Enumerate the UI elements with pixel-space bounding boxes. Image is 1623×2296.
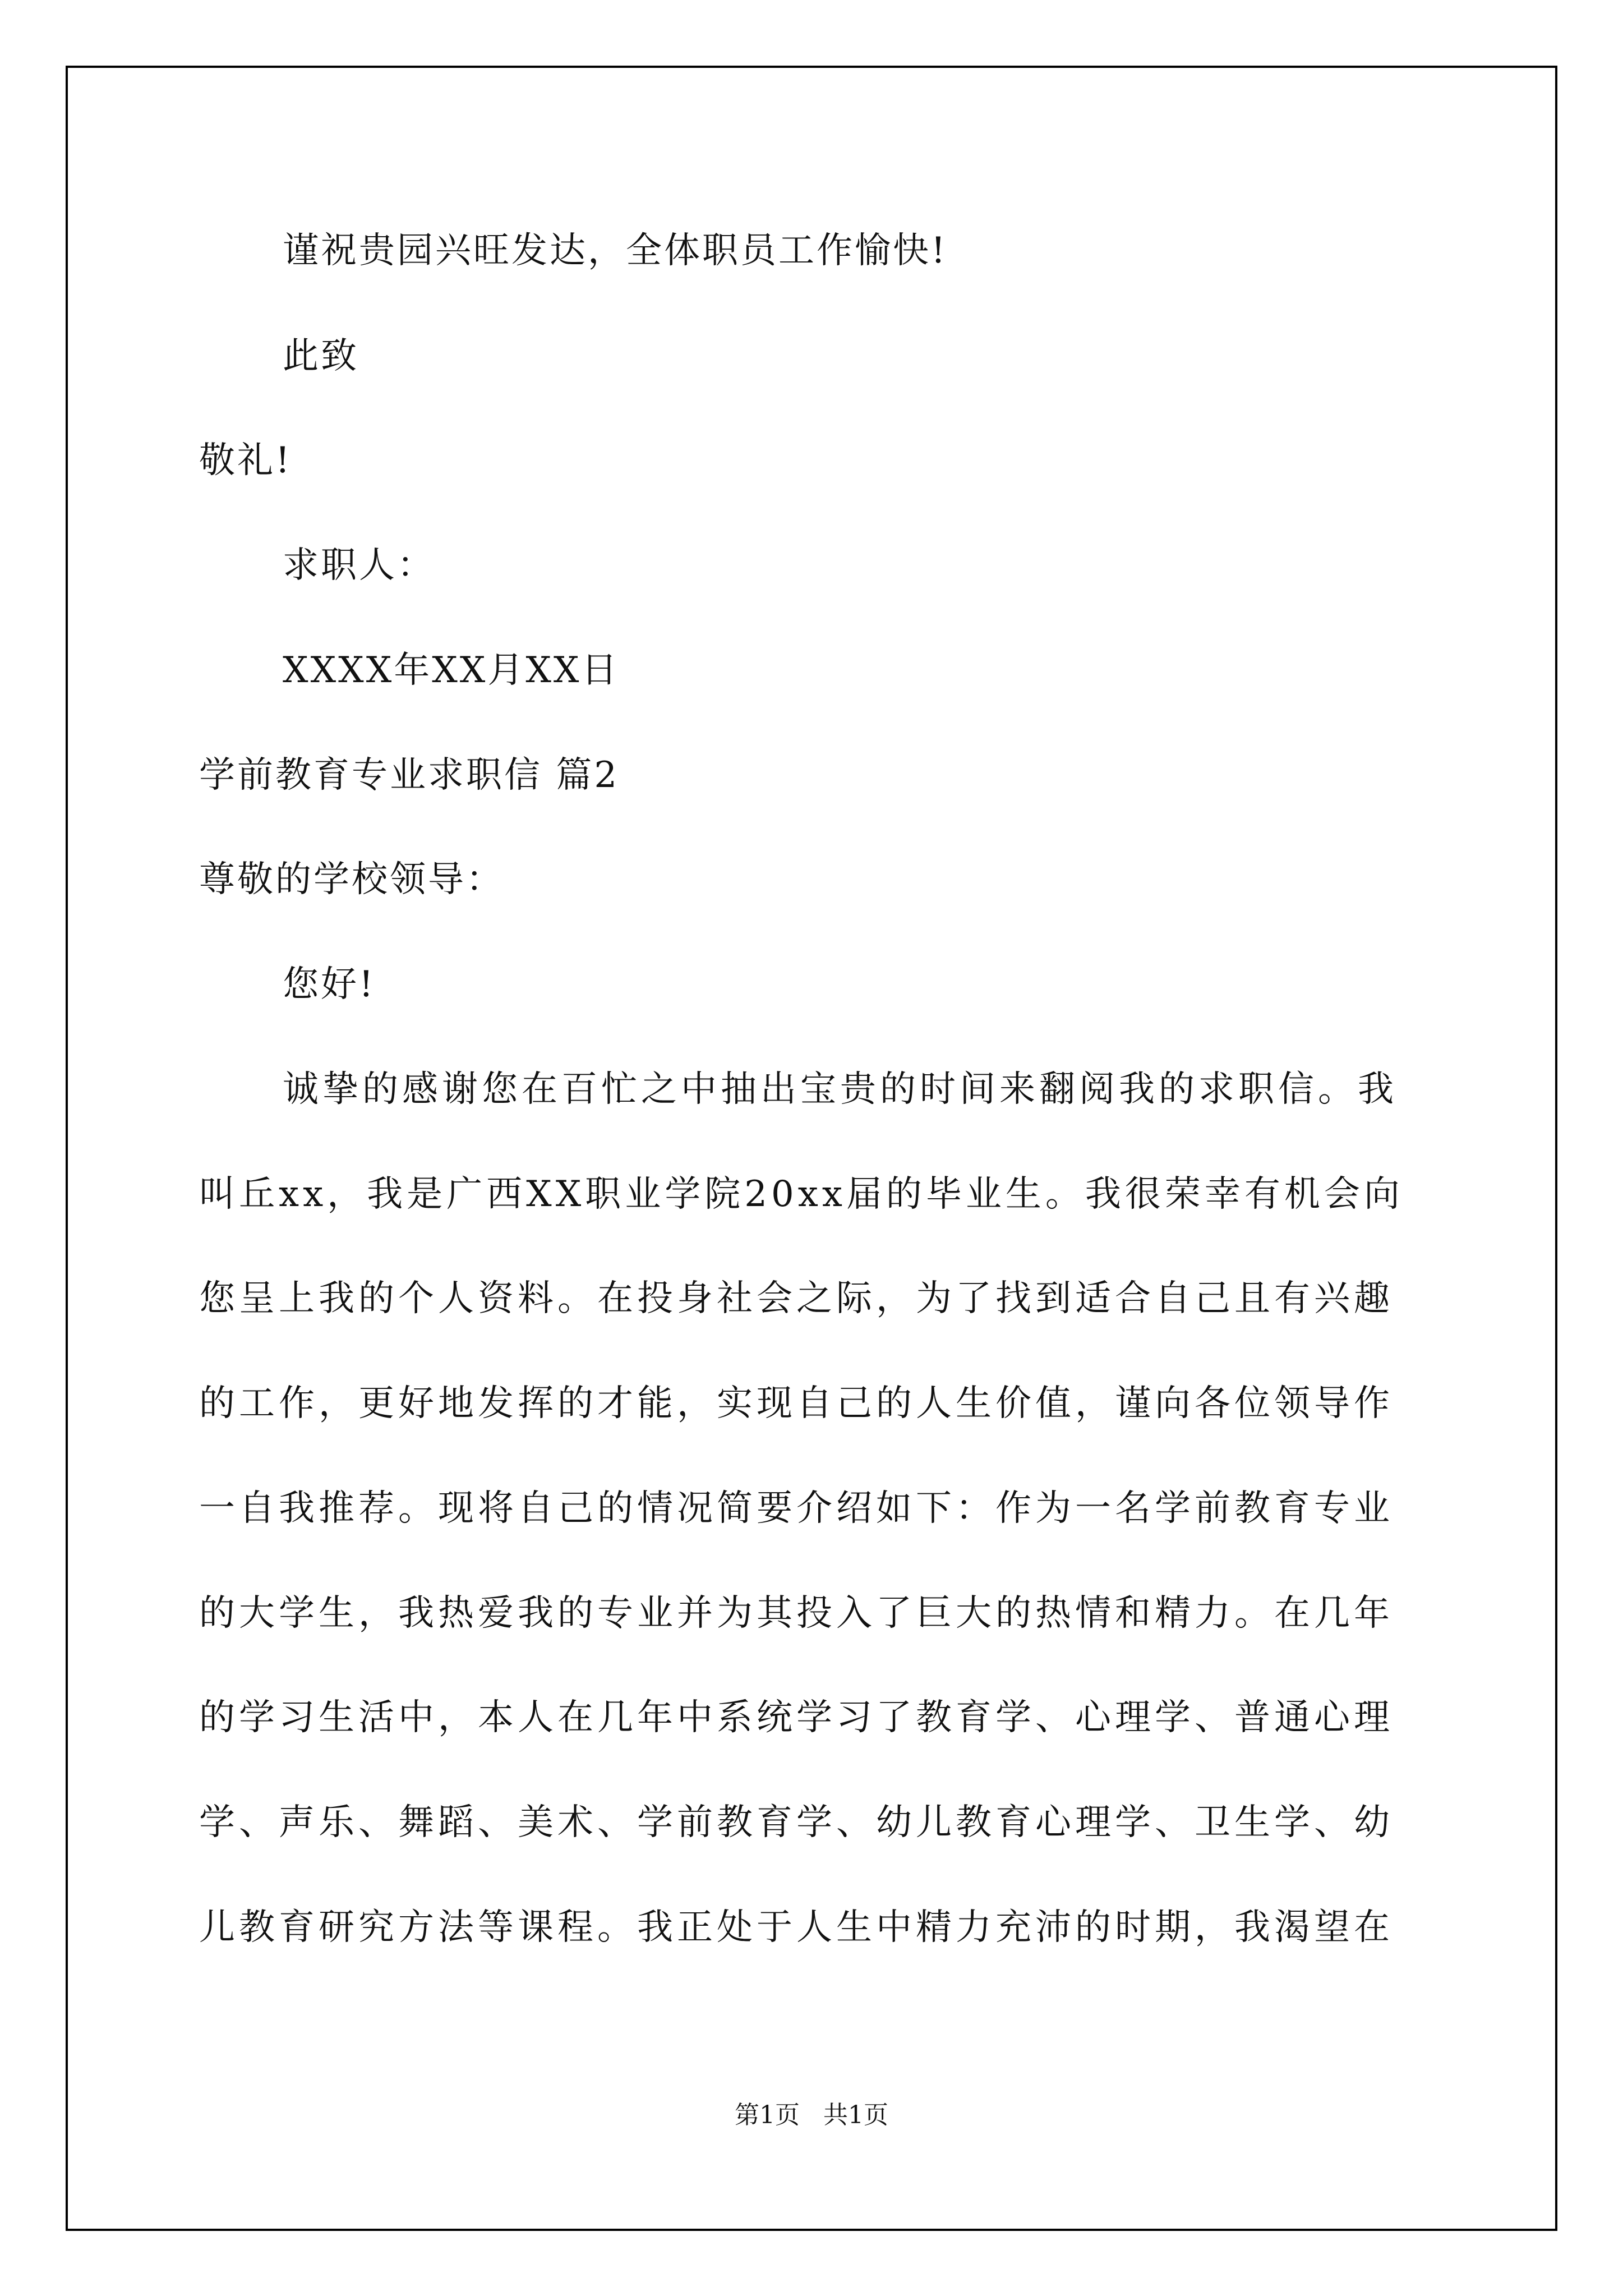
page-number-current: 第1页 <box>735 2101 800 2129</box>
body-line-3: 您呈上我的个人资料。在投身社会之际，为了找到适合自己且有兴趣 <box>199 1278 1394 1319</box>
greeting: 您好! <box>283 964 376 1005</box>
page-number-total: 共1页 <box>823 2101 888 2129</box>
body-line-9: 儿教育研究方法等课程。我正处于人生中精力充沛的时期，我渴望在 <box>199 1907 1394 1948</box>
body-line-1: 诚挚的感谢您在百忙之中抽出宝贵的时间来翻阅我的求职信。我 <box>283 1069 1398 1110</box>
body-line-2: 叫丘xx，我是广西XX职业学院20xx届的毕业生。我很荣幸有机会向 <box>199 1174 1404 1215</box>
letter-date: XXXX年XX月XX日 <box>283 650 620 691</box>
addressee: 尊敬的学校领导： <box>199 859 504 900</box>
section-heading: 学前教育专业求职信 篇2 <box>199 754 620 796</box>
closing-salutation-1: 此致 <box>283 335 359 377</box>
closing-salutation-2: 敬礼! <box>199 440 292 481</box>
body-line-8: 学、声乐、舞蹈、美术、学前教育学、幼儿教育心理学、卫生学、幼 <box>199 1802 1394 1843</box>
page-footer <box>0 2103 1623 2128</box>
body-line-5: 一自我推荐。现将自己的情况简要介绍如下：作为一名学前教育专业 <box>199 1488 1394 1529</box>
page-border <box>66 66 1557 2231</box>
signer-label: 求职人： <box>283 545 435 586</box>
body-line-4: 的工作，更好地发挥的才能，实现自己的人生价值，谨向各位领导作 <box>199 1383 1394 1424</box>
body-line-7: 的学习生活中，本人在几年中系统学习了教育学、心理学、普通心理 <box>199 1697 1394 1738</box>
body-line-6: 的大学生，我热爱我的专业并为其投入了巨大的热情和精力。在几年 <box>199 1593 1394 1634</box>
closing-wish: 谨祝贵园兴旺发达，全体职员工作愉快! <box>283 230 948 272</box>
